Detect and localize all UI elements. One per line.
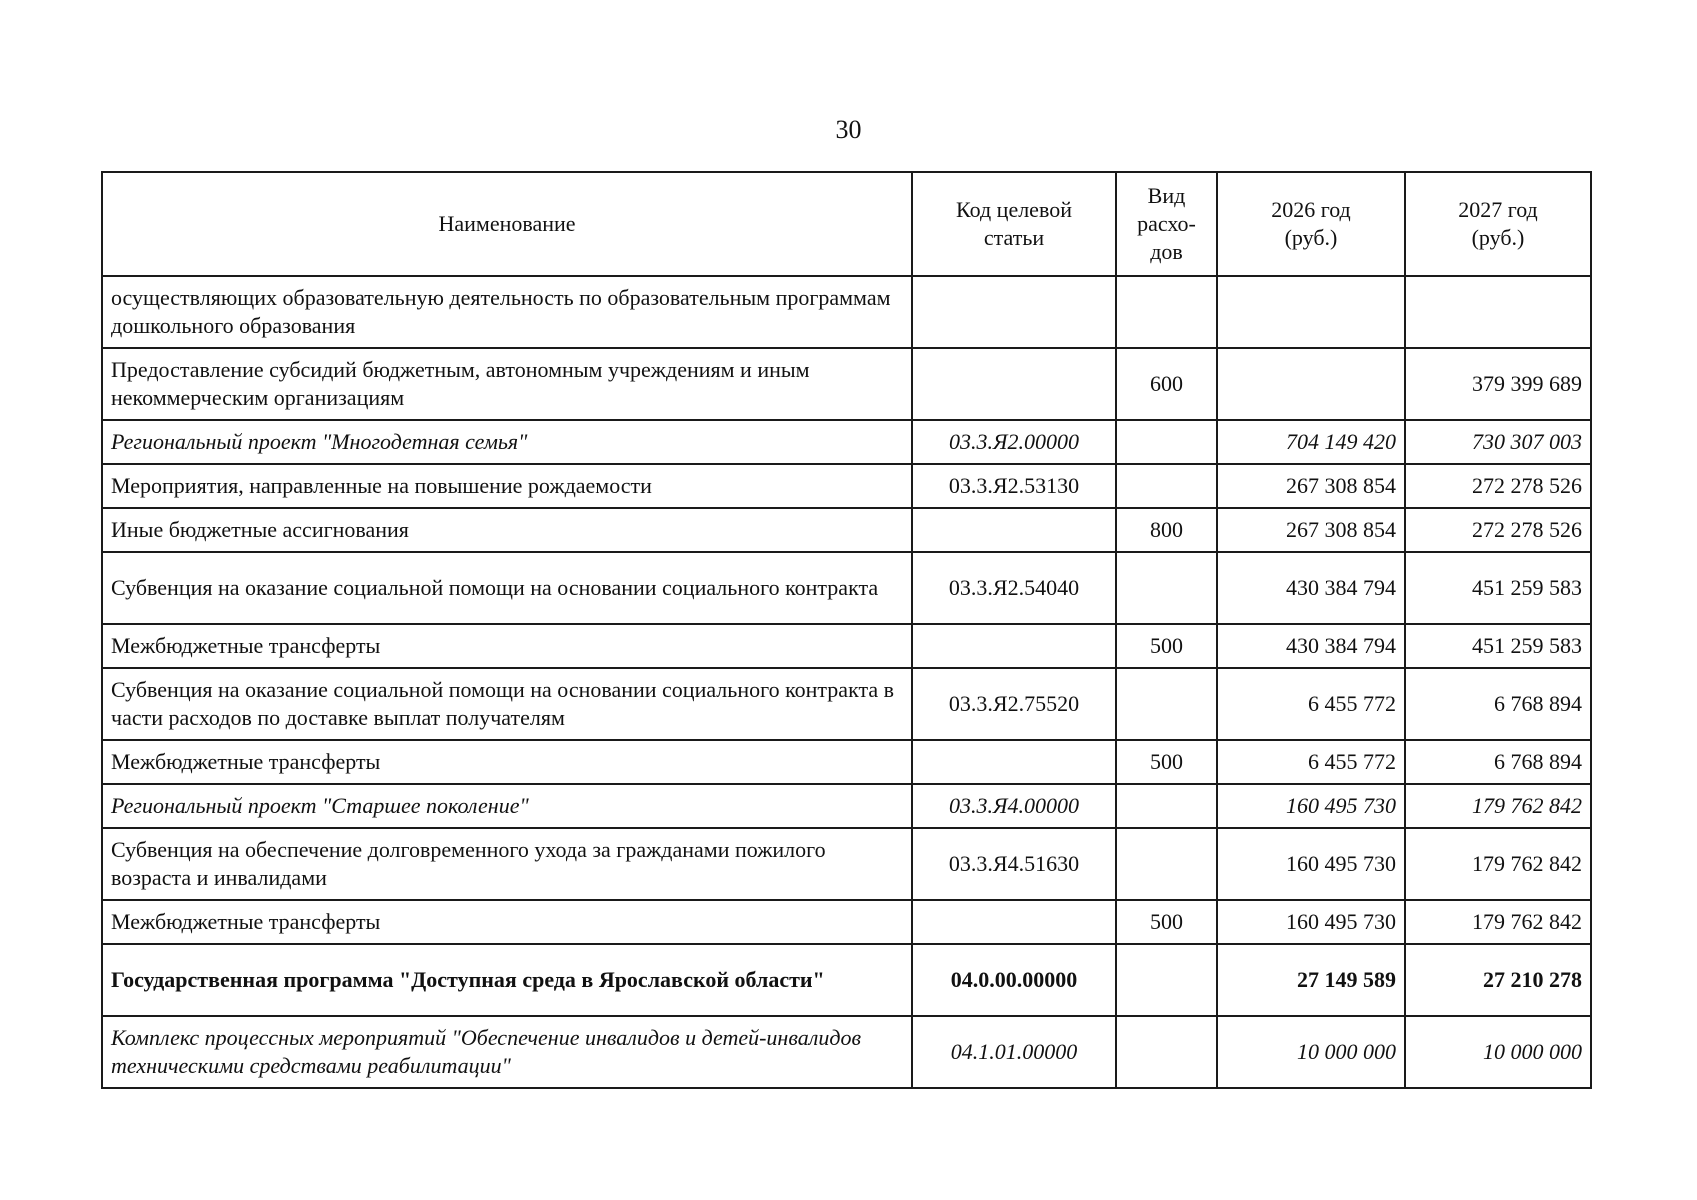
row-2027: 6 768 894: [1405, 668, 1591, 740]
row-2027: 6 768 894: [1405, 740, 1591, 784]
row-2026: 267 308 854: [1217, 508, 1405, 552]
header-2027: 2027 год (руб.): [1405, 172, 1591, 276]
row-kind: [1116, 944, 1217, 1016]
table-row: [102, 668, 1591, 740]
table-row: [102, 1016, 1591, 1088]
row-name: Субвенция на оказание социальной помощи на основании социального контракта в части расходов по доставке выплат получателям: [102, 668, 912, 740]
row-code: [912, 900, 1116, 944]
row-2026: 160 495 730: [1217, 784, 1405, 828]
row-2026: 27 149 589: [1217, 944, 1405, 1016]
row-2027: [1405, 276, 1591, 348]
row-kind: 800: [1116, 508, 1217, 552]
row-2026: 6 455 772: [1217, 668, 1405, 740]
row-2026: 267 308 854: [1217, 464, 1405, 508]
row-code: [912, 348, 1116, 420]
table-row: [102, 624, 1591, 668]
row-2026: [1217, 348, 1405, 420]
row-code: [912, 276, 1116, 348]
row-2027: 179 762 842: [1405, 900, 1591, 944]
row-2026: 10 000 000: [1217, 1016, 1405, 1088]
row-kind: [1116, 668, 1217, 740]
row-2027: 179 762 842: [1405, 828, 1591, 900]
row-2027: 730 307 003: [1405, 420, 1591, 464]
row-2026: [1217, 276, 1405, 348]
row-2026: 430 384 794: [1217, 552, 1405, 624]
table-row: [102, 828, 1591, 900]
row-2026: 430 384 794: [1217, 624, 1405, 668]
row-2027: 451 259 583: [1405, 624, 1591, 668]
table-row: [102, 276, 1591, 348]
row-2027: 27 210 278: [1405, 944, 1591, 1016]
row-kind: 500: [1116, 624, 1217, 668]
row-code: [912, 624, 1116, 668]
row-name: Государственная программа "Доступная среда в Ярославской области": [102, 944, 912, 1016]
row-name: Мероприятия, направленные на повышение рождаемости: [102, 464, 912, 508]
row-name: Региональный проект "Многодетная семья": [102, 420, 912, 464]
row-2026: 160 495 730: [1217, 828, 1405, 900]
budget-table: [101, 171, 1592, 1089]
row-2027: 272 278 526: [1405, 464, 1591, 508]
row-2026: 160 495 730: [1217, 900, 1405, 944]
row-name: Предоставление субсидий бюджетным, автономным учреждениям и иным некоммерческим организациям: [102, 348, 912, 420]
row-name: Субвенция на обеспечение долговременного ухода за гражданами пожилого возраста и инвалидами: [102, 828, 912, 900]
row-code: 03.3.Я2.75520: [912, 668, 1116, 740]
table-row: [102, 740, 1591, 784]
row-code: 04.1.01.00000: [912, 1016, 1116, 1088]
row-2027: 451 259 583: [1405, 552, 1591, 624]
table-row: [102, 784, 1591, 828]
table-row: [102, 348, 1591, 420]
table-header-row: [102, 172, 1591, 276]
header-name: Наименование: [102, 172, 912, 276]
row-kind: [1116, 464, 1217, 508]
row-code: 03.3.Я2.00000: [912, 420, 1116, 464]
row-kind: [1116, 1016, 1217, 1088]
table-row: [102, 900, 1591, 944]
row-kind: 500: [1116, 900, 1217, 944]
row-name: Межбюджетные трансферты: [102, 624, 912, 668]
row-2027: 379 399 689: [1405, 348, 1591, 420]
row-code: [912, 740, 1116, 784]
row-code: 03.3.Я2.54040: [912, 552, 1116, 624]
row-kind: [1116, 784, 1217, 828]
row-kind: [1116, 552, 1217, 624]
row-kind: [1116, 276, 1217, 348]
table-row: [102, 464, 1591, 508]
table-row: [102, 420, 1591, 464]
table-row: [102, 552, 1591, 624]
table-row: [102, 508, 1591, 552]
row-name: Комплекс процессных мероприятий "Обеспечение инвалидов и детей-инвалидов техническими средствами реабилитации": [102, 1016, 912, 1088]
row-2026: 704 149 420: [1217, 420, 1405, 464]
row-code: 03.3.Я4.51630: [912, 828, 1116, 900]
row-kind: 600: [1116, 348, 1217, 420]
row-name: Иные бюджетные ассигнования: [102, 508, 912, 552]
row-2026: 6 455 772: [1217, 740, 1405, 784]
row-code: 03.3.Я4.00000: [912, 784, 1116, 828]
table-row: [102, 944, 1591, 1016]
row-name: осуществляющих образовательную деятельность по образовательным программам дошкольного образования: [102, 276, 912, 348]
row-name: Субвенция на оказание социальной помощи на основании социального контракта: [102, 552, 912, 624]
row-code: [912, 508, 1116, 552]
row-name: Межбюджетные трансферты: [102, 900, 912, 944]
row-kind: 500: [1116, 740, 1217, 784]
row-code: 03.3.Я2.53130: [912, 464, 1116, 508]
row-2027: 10 000 000: [1405, 1016, 1591, 1088]
header-2026: 2026 год (руб.): [1217, 172, 1405, 276]
header-code: Код целевой статьи: [912, 172, 1116, 276]
page-number: 30: [835, 115, 862, 144]
row-2027: 179 762 842: [1405, 784, 1591, 828]
header-kind: Вид расхо- дов: [1116, 172, 1217, 276]
row-name: Региональный проект "Старшее поколение": [102, 784, 912, 828]
row-kind: [1116, 828, 1217, 900]
row-name: Межбюджетные трансферты: [102, 740, 912, 784]
row-2027: 272 278 526: [1405, 508, 1591, 552]
row-kind: [1116, 420, 1217, 464]
row-code: 04.0.00.00000: [912, 944, 1116, 1016]
